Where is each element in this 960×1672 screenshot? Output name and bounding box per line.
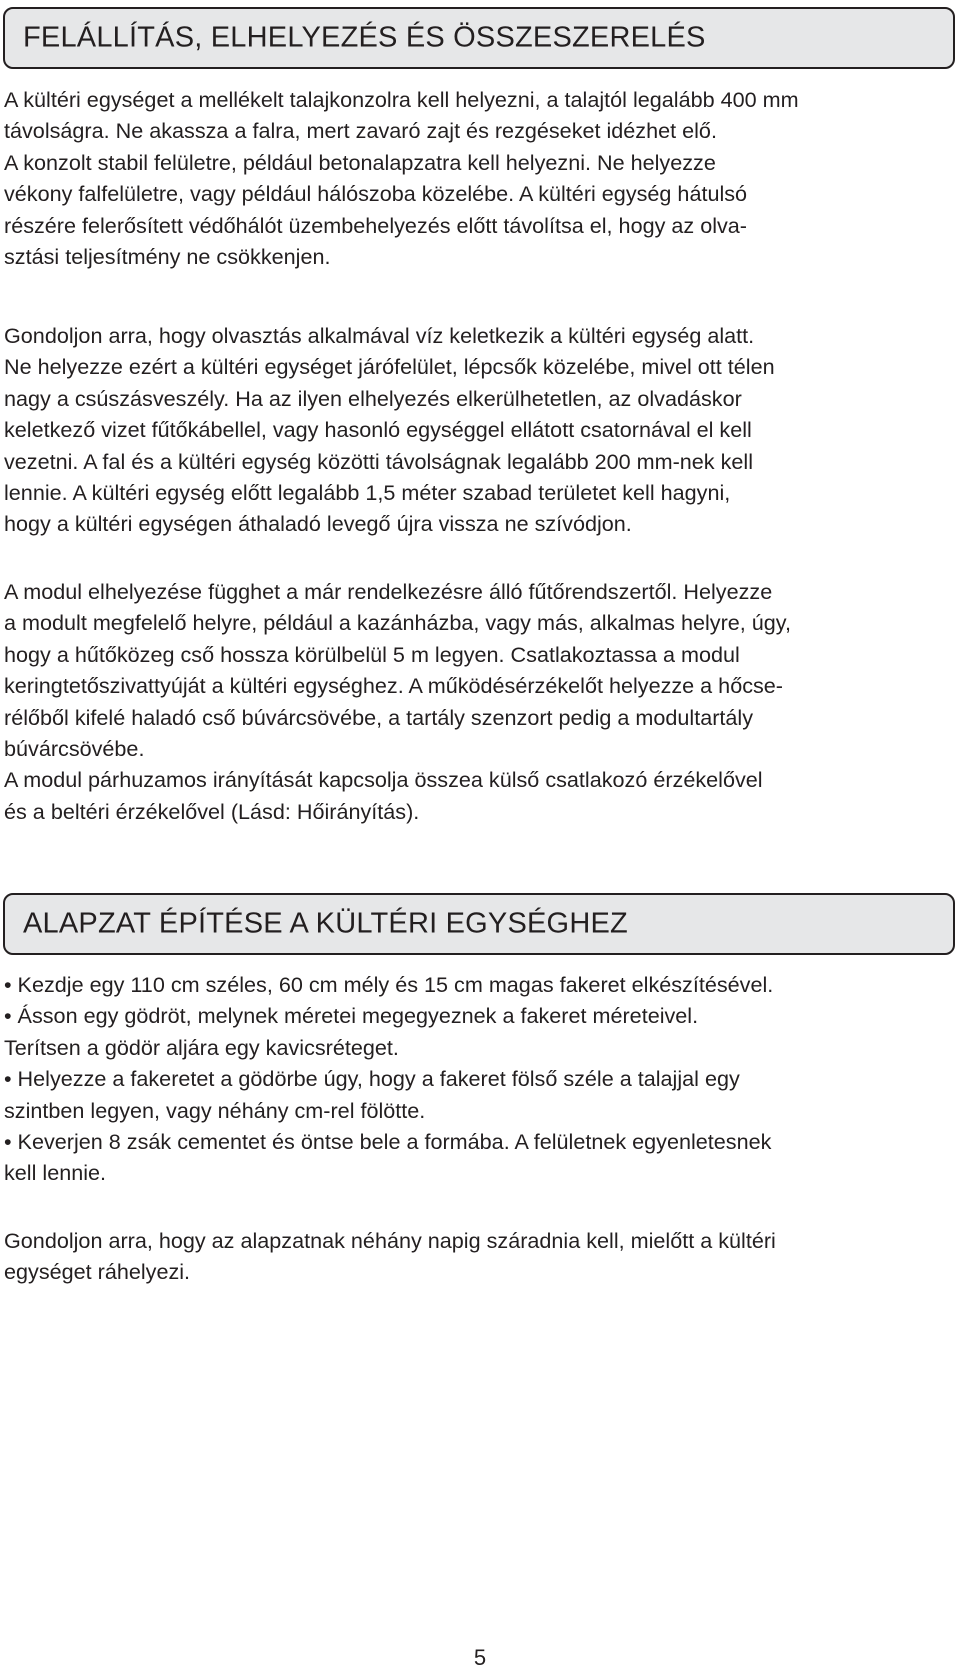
list-item: • Helyezze a fakeretet a gödörbe úgy, hogy a fakeret fölső széle a talajjal egy (4, 1066, 740, 1092)
paragraph-defrost-water (4, 320, 934, 540)
text-line: keringtetőszivattyúját a kültéri egységhez. A működésérzékelőt helyezze a hőcse- (4, 673, 783, 699)
text-line: Ne helyezze ezért a kültéri egységet járófelület, lépcsők közelébe, mivel ott télen (4, 354, 775, 380)
section-title: ALAPZAT ÉPÍTÉSE A KÜLTÉRI EGYSÉGHEZ (23, 907, 628, 940)
text-line: A kültéri egységet a mellékelt talajkonzolra kell helyezni, a talajtól legalább 400 mm (4, 87, 799, 112)
text-line: hogy a hűtőközeg cső hossza körülbelül 5 m legyen. Csatlakoztassa a modul (4, 641, 740, 667)
text-line: lennie. A kültéri egység előtt legalább 1,5 méter szabad területet kell hagyni, (4, 480, 731, 506)
list-item: Terítsen a gödör aljára egy kavicsréteget. (4, 1034, 399, 1060)
text-line: A modul párhuzamos irányítását kapcsolja összea külső csatlakozó érzékelővel (4, 767, 763, 793)
section-heading-installation (3, 7, 955, 69)
list-item: kell lennie. (4, 1160, 107, 1186)
text-line: A konzolt stabil felületre, például betonalapzatra kell helyezni. Ne helyezze (4, 149, 716, 175)
section-heading-foundation (3, 893, 955, 955)
text-line: sztási teljesítmény ne csökkenjen. (4, 244, 331, 270)
text-line: A modul elhelyezése függhet a már rendelkezésre álló fűtőrendszertől. Helyezze (4, 579, 773, 604)
text-line: egységet ráhelyezi. (4, 1259, 191, 1285)
text-line: részére felerősített védőhálót üzembehelyezés előtt távolítsa el, hogy az olva- (4, 212, 747, 238)
text-line: Gondoljon arra, hogy az alapzatnak néhány napig száradnia kell, mielőtt a kültéri (4, 1228, 776, 1253)
text-line: vezetni. A fal és a kültéri egység közötti távolságnak legalább 200 mm-nek kell (4, 448, 754, 474)
paragraph-module-placement (4, 576, 934, 827)
paragraph-drying-note (4, 1225, 934, 1288)
text-line: hogy a kültéri egységen áthaladó levegő újra vissza ne szívódjon. (4, 511, 632, 537)
text-line: és a beltéri érzékelővel (Lásd: Hőirányítás). (4, 798, 420, 824)
text-line: keletkező vizet fűtőkábellel, vagy hasonló egységgel ellátott csatornával el kell (4, 417, 752, 443)
paragraph-placement (4, 84, 934, 272)
list-item: • Keverjen 8 zsák cementet és öntse bele a formába. A felületnek egyenletesnek (4, 1129, 772, 1155)
foundation-steps-list (4, 969, 934, 1189)
text-line: vékony falfelületre, vagy például hálószoba közelébe. A kültéri egység hátulsó (4, 181, 748, 207)
page-number: 5 (473, 1645, 487, 1670)
section-title: FELÁLLÍTÁS, ELHELYEZÉS ÉS ÖSSZESZERELÉS (23, 21, 706, 54)
list-item: • Kezdje egy 110 cm széles, 60 cm mély és 15 cm magas fakeret elkészítésével. (4, 972, 774, 997)
text-line: a modult megfelelő helyre, például a kazánházba, vagy más, alkalmas helyre, úgy, (4, 610, 792, 636)
list-item: • Ásson egy gödröt, melynek méretei megegyeznek a fakeret méreteivel. (4, 1003, 699, 1029)
text-line: Gondoljon arra, hogy olvasztás alkalmával víz keletkezik a kültéri egység alatt. (4, 323, 755, 348)
list-item: szintben legyen, vagy néhány cm-rel fölötte. (4, 1097, 426, 1123)
text-line: távolságra. Ne akassza a falra, mert zavaró zajt és rezgéseket idézhet elő. (4, 118, 717, 144)
text-line: nagy a csúszásveszély. Ha az ilyen elhelyezés elkerülhetetlen, az olvadáskor (4, 385, 742, 411)
text-line: búvárcsövébe. (4, 736, 145, 762)
text-line: rélőből kifelé haladó cső búvárcsövébe, a tartály szenzort pedig a modultartály (4, 704, 754, 730)
